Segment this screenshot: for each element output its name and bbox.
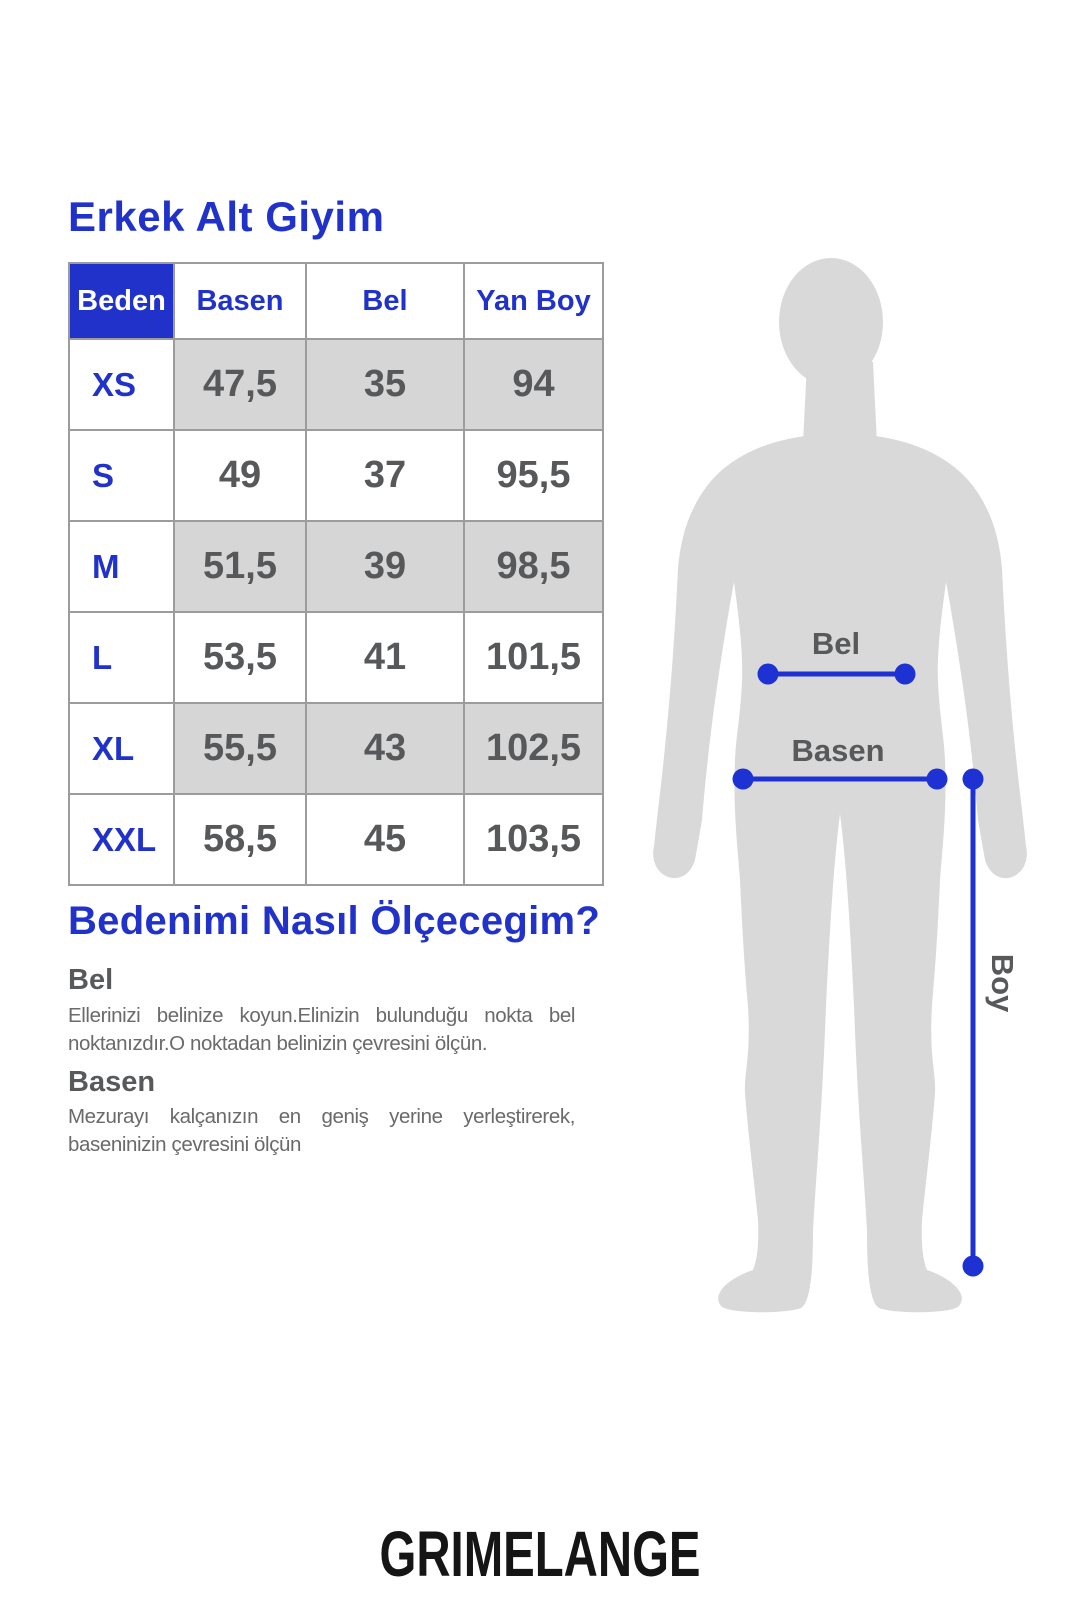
bel-value: 43 [306, 703, 464, 794]
bel-value: 37 [306, 430, 464, 521]
table-row-xl [69, 703, 603, 794]
figure-basen-label: Basen [791, 733, 885, 768]
figure-bel-label: Bel [811, 626, 861, 661]
size-label: L [69, 612, 174, 703]
table-row-m [69, 521, 603, 612]
brand-logo: GRIMELANGE [379, 1518, 701, 1590]
size-label: XL [69, 703, 174, 794]
size-label: M [69, 521, 174, 612]
header-yan-boy: Yan Boy [464, 263, 603, 339]
yanboy-value: 94 [464, 339, 603, 430]
table-row-s [69, 430, 603, 521]
basen-value: 49 [174, 430, 306, 521]
measure-guide-heading: Bedenimi Nasıl Ölçecegim? [68, 899, 601, 943]
guide-section-text-basen: Mezurayı kalçanızın en geniş yerine yerleştirerek, baseninizin çevresini ölçün [68, 1105, 575, 1156]
guide-section-text-bel: Ellerinizi belinize koyun.Elinizin bulunduğu nokta bel noktanızdır.O noktadan belinizin çevresini ölçün. [68, 1004, 575, 1055]
yanboy-value: 101,5 [464, 612, 603, 703]
header-basen: Basen [174, 263, 306, 339]
bel-value: 35 [306, 339, 464, 430]
size-label: S [69, 430, 174, 521]
bel-value: 41 [306, 612, 464, 703]
male-body-silhouette [645, 258, 1035, 1320]
figure-boy-label: Boy [985, 953, 1020, 1013]
bel-value: 39 [306, 521, 464, 612]
header-beden: Beden [69, 263, 174, 339]
basen-value: 55,5 [174, 703, 306, 794]
size-label: XXL [69, 794, 174, 885]
basen-value: 51,5 [174, 521, 306, 612]
basen-value: 58,5 [174, 794, 306, 885]
bel-value: 45 [306, 794, 464, 885]
yanboy-value: 103,5 [464, 794, 603, 885]
header-bel: Bel [306, 263, 464, 339]
guide-section-title-bel: Bel [68, 964, 114, 996]
basen-value: 47,5 [174, 339, 306, 430]
table-row-xs [69, 339, 603, 430]
yanboy-value: 102,5 [464, 703, 603, 794]
basen-value: 53,5 [174, 612, 306, 703]
table-row-l [69, 612, 603, 703]
size-label: XS [69, 339, 174, 430]
size-table [68, 262, 604, 886]
yanboy-value: 98,5 [464, 521, 603, 612]
table-row-xxl [69, 794, 603, 885]
table-header-row [69, 263, 603, 339]
page-title: Erkek Alt Giyim [68, 193, 385, 240]
yanboy-value: 95,5 [464, 430, 603, 521]
guide-section-title-basen: Basen [68, 1066, 156, 1098]
